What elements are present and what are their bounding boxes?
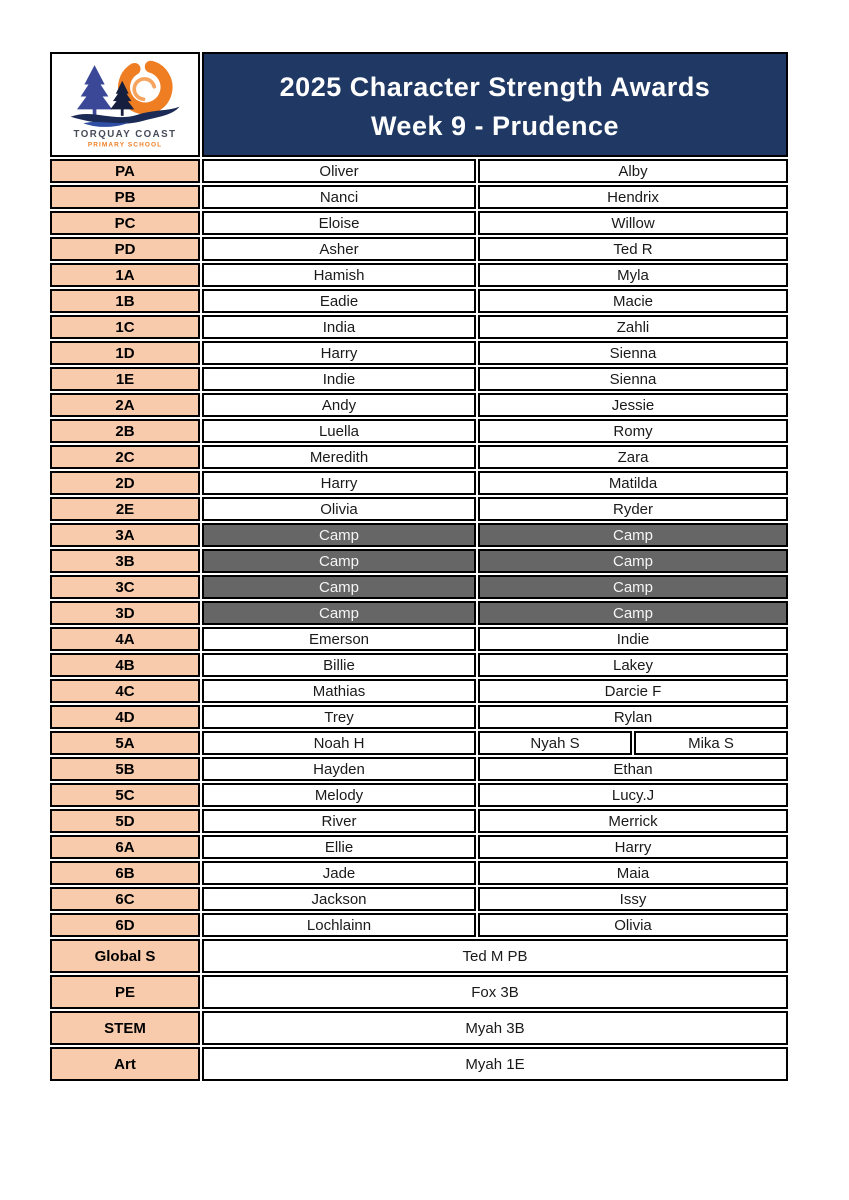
student-name-cell: Sienna	[478, 367, 788, 391]
class-label-cell: 6D	[50, 913, 200, 937]
class-label-cell: PE	[50, 975, 200, 1009]
table-row	[50, 549, 788, 573]
student-name-cell: Lochlainn	[202, 913, 476, 937]
table-row	[50, 861, 788, 885]
table-row	[50, 185, 788, 209]
class-label-cell: Global S	[50, 939, 200, 973]
title-line-1: 2025 Character Strength Awards	[279, 71, 711, 102]
student-name-cell: Olivia	[478, 913, 788, 937]
table-row	[50, 289, 788, 313]
student-name-cell: Myah 1E	[202, 1047, 788, 1081]
student-name-cell: Romy	[478, 419, 788, 443]
student-name-cell: Zahli	[478, 315, 788, 339]
table-row	[50, 627, 788, 651]
student-name-cell: Camp	[202, 549, 476, 573]
table-row	[50, 809, 788, 833]
student-name-cell: Matilda	[478, 471, 788, 495]
table-row	[50, 497, 788, 521]
class-label-cell: 3B	[50, 549, 200, 573]
student-name-cell: Macie	[478, 289, 788, 313]
class-label-cell: 2A	[50, 393, 200, 417]
student-name-cell: Nanci	[202, 185, 476, 209]
class-label-cell: PA	[50, 159, 200, 183]
table-row	[50, 679, 788, 703]
class-label-cell: STEM	[50, 1011, 200, 1045]
table-row	[50, 975, 788, 1009]
class-label-cell: Art	[50, 1047, 200, 1081]
student-name-cell: Asher	[202, 237, 476, 261]
class-label-cell: 6C	[50, 887, 200, 911]
student-name-cell: Maia	[478, 861, 788, 885]
student-name-cell: Nyah S	[478, 731, 632, 755]
student-name-cell: Billie	[202, 653, 476, 677]
class-label-cell: PB	[50, 185, 200, 209]
table-row	[50, 263, 788, 287]
class-label-cell: 3A	[50, 523, 200, 547]
logo-school-name: TORQUAY COAST	[73, 129, 177, 141]
class-label-cell: 3C	[50, 575, 200, 599]
student-name-cell: Hendrix	[478, 185, 788, 209]
table-row	[50, 913, 788, 937]
table-row	[50, 705, 788, 729]
student-name-cell: Camp	[478, 601, 788, 625]
class-label-cell: 5B	[50, 757, 200, 781]
student-name-cell: Noah H	[202, 731, 476, 755]
table-row	[50, 211, 788, 235]
school-logo-icon	[53, 54, 197, 150]
student-name-cell: Jackson	[202, 887, 476, 911]
table-row	[50, 575, 788, 599]
table-row	[50, 445, 788, 469]
table-row	[50, 1047, 788, 1081]
student-name-cell: Trey	[202, 705, 476, 729]
class-label-cell: 3D	[50, 601, 200, 625]
table-row	[50, 159, 788, 183]
table-row	[50, 783, 788, 807]
class-label-cell: 6A	[50, 835, 200, 859]
student-name-cell: River	[202, 809, 476, 833]
awards-table	[48, 50, 790, 1083]
student-name-cell: Camp	[478, 549, 788, 573]
pine-tree-large-icon	[77, 65, 112, 119]
student-name-cell: Harry	[478, 835, 788, 859]
student-name-cell: Alby	[478, 159, 788, 183]
student-name-cell: Harry	[202, 341, 476, 365]
student-name-cell: Ted M PB	[202, 939, 788, 973]
student-name-cell: Mathias	[202, 679, 476, 703]
student-name-cell: Ryder	[478, 497, 788, 521]
student-name-cell: Hamish	[202, 263, 476, 287]
student-name-cell: Andy	[202, 393, 476, 417]
student-name-cell: Oliver	[202, 159, 476, 183]
class-label-cell: 2C	[50, 445, 200, 469]
class-label-cell: 1B	[50, 289, 200, 313]
student-name-cell: Indie	[478, 627, 788, 651]
table-row	[50, 471, 788, 495]
class-label-cell: 1E	[50, 367, 200, 391]
table-row	[50, 523, 788, 547]
table-row	[50, 237, 788, 261]
student-name-cell: Camp	[202, 575, 476, 599]
logo-school-subtitle: PRIMARY SCHOOL	[87, 141, 163, 149]
student-name-cell: Eadie	[202, 289, 476, 313]
table-row	[50, 653, 788, 677]
student-name-cell: Camp	[478, 523, 788, 547]
student-name-cell: Fox 3B	[202, 975, 788, 1009]
table-row	[50, 835, 788, 859]
student-name-cell: Olivia	[202, 497, 476, 521]
student-name-cell: Zara	[478, 445, 788, 469]
student-name-cell: Lakey	[478, 653, 788, 677]
student-name-cell: India	[202, 315, 476, 339]
student-name-cell: Mika S	[634, 731, 788, 755]
student-name-cell: Camp	[202, 523, 476, 547]
student-name-cell: Jessie	[478, 393, 788, 417]
table-row	[50, 757, 788, 781]
student-name-cell: Hayden	[202, 757, 476, 781]
student-name-cell: Ellie	[202, 835, 476, 859]
student-name-cell: Rylan	[478, 705, 788, 729]
class-label-cell: 4C	[50, 679, 200, 703]
table-row	[50, 939, 788, 973]
student-name-cell: Melody	[202, 783, 476, 807]
student-name-cell: Willow	[478, 211, 788, 235]
class-label-cell: 2B	[50, 419, 200, 443]
table-row	[50, 393, 788, 417]
table-row	[50, 315, 788, 339]
class-label-cell: 1A	[50, 263, 200, 287]
table-row	[50, 341, 788, 365]
student-name-cell: Darcie F	[478, 679, 788, 703]
student-name-cell: Issy	[478, 887, 788, 911]
wave-icon	[71, 107, 180, 127]
class-label-cell: PD	[50, 237, 200, 261]
class-label-cell: 5C	[50, 783, 200, 807]
student-name-cell: Jade	[202, 861, 476, 885]
class-label-cell: 4A	[50, 627, 200, 651]
student-name-cell: Ethan	[478, 757, 788, 781]
class-label-cell: 2E	[50, 497, 200, 521]
student-name-cell: Harry	[202, 471, 476, 495]
student-name-cell: Camp	[202, 601, 476, 625]
class-label-cell: 1D	[50, 341, 200, 365]
header-row	[50, 52, 788, 157]
class-label-cell: 6B	[50, 861, 200, 885]
student-name-cell: Emerson	[202, 627, 476, 651]
table-row	[50, 1011, 788, 1045]
page-title	[202, 52, 788, 157]
class-label-cell: 4D	[50, 705, 200, 729]
class-label-cell: 1C	[50, 315, 200, 339]
class-label-cell: PC	[50, 211, 200, 235]
table-row	[50, 887, 788, 911]
student-name-cell: Myah 3B	[202, 1011, 788, 1045]
student-name-cell: Myla	[478, 263, 788, 287]
student-name-cell: Eloise	[202, 211, 476, 235]
class-label-cell: 2D	[50, 471, 200, 495]
school-logo	[50, 52, 200, 157]
student-name-cell: Luella	[202, 419, 476, 443]
table-row	[50, 367, 788, 391]
student-name-cell: Lucy.J	[478, 783, 788, 807]
table-row	[50, 419, 788, 443]
class-label-cell: 5A	[50, 731, 200, 755]
student-name-cell: Indie	[202, 367, 476, 391]
student-name-cell: Camp	[478, 575, 788, 599]
student-name-cell: Merrick	[478, 809, 788, 833]
class-label-cell: 4B	[50, 653, 200, 677]
table-row	[50, 731, 788, 755]
class-label-cell: 5D	[50, 809, 200, 833]
table-row	[50, 601, 788, 625]
student-name-cell: Meredith	[202, 445, 476, 469]
student-name-cell: Ted R	[478, 237, 788, 261]
title-line-2: Week 9 - Prudence	[370, 110, 620, 141]
student-name-cell: Sienna	[478, 341, 788, 365]
